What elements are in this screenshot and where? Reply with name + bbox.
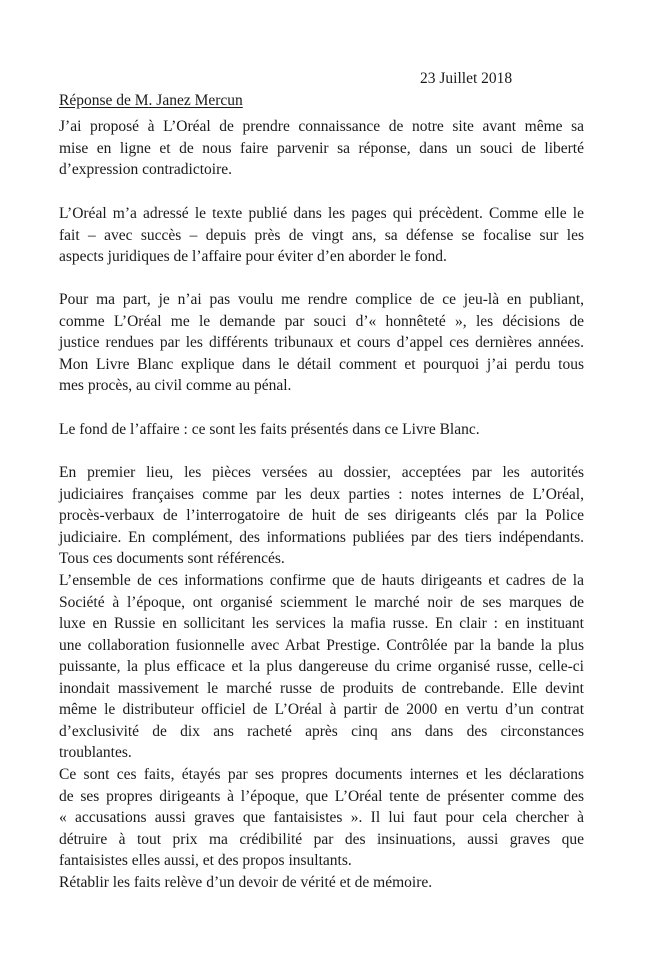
paragraph-6	[59, 570, 584, 764]
text-line: comme L’Oréal me le demande par souci d’« honnêteté », les décisions de	[59, 312, 584, 330]
paragraph-5	[59, 462, 584, 570]
text-line: fait – avec succès – depuis près de vingt ans, sa défense se focalise sur les	[59, 226, 584, 244]
letter-heading: Réponse de M. Janez Mercun	[59, 92, 243, 109]
text-line: Pour ma part, je n’ai pas voulu me rendre complice de ce jeu-là en publiant,	[59, 291, 584, 308]
text-line: même le distributeur officiel de L’Oréal à partir de 2000 en vertu d’un contrat	[59, 701, 584, 718]
text-line: L’ensemble de ces informations confirme que de hauts dirigeants et cadres de la	[59, 572, 584, 589]
paragraph-7	[59, 764, 584, 872]
text-line: Ce sont ces faits, étayés par ses propres documents internes et les déclarations	[59, 766, 584, 783]
text-line: Tous ces documents sont référencés.	[59, 550, 285, 567]
text-line: judiciaires françaises comme par les deux parties : notes internes de L’Oréal,	[59, 485, 584, 503]
text-line: mes procès, au civil comme au pénal.	[59, 377, 292, 394]
text-line: une collaboration fusionnelle avec Arbat Prestige. Contrôlée par la bande la plus	[59, 636, 584, 654]
text-line: de ses propres dirigeants à l’époque, que L’Oréal tente de présenter comme des	[59, 787, 584, 805]
text-line: troublantes.	[59, 744, 132, 761]
text-line: aspects juridiques de l’affaire pour éviter d’en aborder le fond.	[59, 248, 447, 265]
letter-date: 23 Juillet 2018	[420, 70, 513, 87]
text-line: L’Oréal m’a adressé le texte publié dans les pages qui précèdent. Comme elle le	[59, 205, 584, 222]
text-line: Le fond de l’affaire : ce sont les faits présentés dans ce Livre Blanc.	[59, 421, 480, 438]
text-line: justice rendues par les différents tribunaux et cours d’appel ces dernières années.	[59, 334, 584, 351]
paragraph-1	[59, 116, 584, 181]
text-line: fantaisistes elles aussi, et des propos insultants.	[59, 852, 352, 869]
text-line: En premier lieu, les pièces versées au dossier, acceptées par les autorités	[59, 464, 584, 481]
paragraph-8	[59, 872, 584, 894]
text-line: procès-verbaux de l’interrogatoire de huit de ses dirigeants clés par la Police	[59, 507, 584, 524]
text-line: J’ai proposé à L’Oréal de prendre connaissance de notre site avant même sa	[59, 118, 584, 135]
text-line: d’expression contradictoire.	[59, 161, 233, 178]
paragraph-3	[59, 289, 584, 397]
text-line: Société à l’époque, ont organisé sciemment le marché noir de ses marques de	[59, 593, 584, 611]
paragraph-4	[59, 419, 584, 441]
text-line: détruire à tout prix ma crédibilité par des insinuations, aussi graves que	[59, 830, 584, 848]
text-line: Rétablir les faits relève d’un devoir de vérité et de mémoire.	[59, 874, 433, 891]
text-line: Mon Livre Blanc explique dans le détail comment et pourquoi j’ai perdu tous	[59, 355, 584, 373]
text-line: luxe en Russie en sollicitant les services la mafia russe. En clair : en instituant	[59, 615, 584, 632]
text-line: puissante, la plus efficace et la plus dangereuse du crime organisé russe, celle-ci	[59, 658, 584, 675]
text-line: judiciaire. En complément, des informations publiées par des tiers indépendants.	[59, 528, 584, 546]
text-line: inondait massivement le marché russe de produits de contrebande. Elle devint	[59, 679, 584, 697]
text-line: d’exclusivité de dix ans racheté après cinq ans dans des circonstances	[59, 722, 584, 740]
text-line: mise en ligne et de nous faire parvenir sa réponse, dans un souci de liberté	[59, 139, 584, 157]
text-line: « accusations aussi graves que fantaisistes ». Il lui faut pour cela chercher à	[59, 809, 584, 826]
paragraph-2	[59, 203, 584, 268]
